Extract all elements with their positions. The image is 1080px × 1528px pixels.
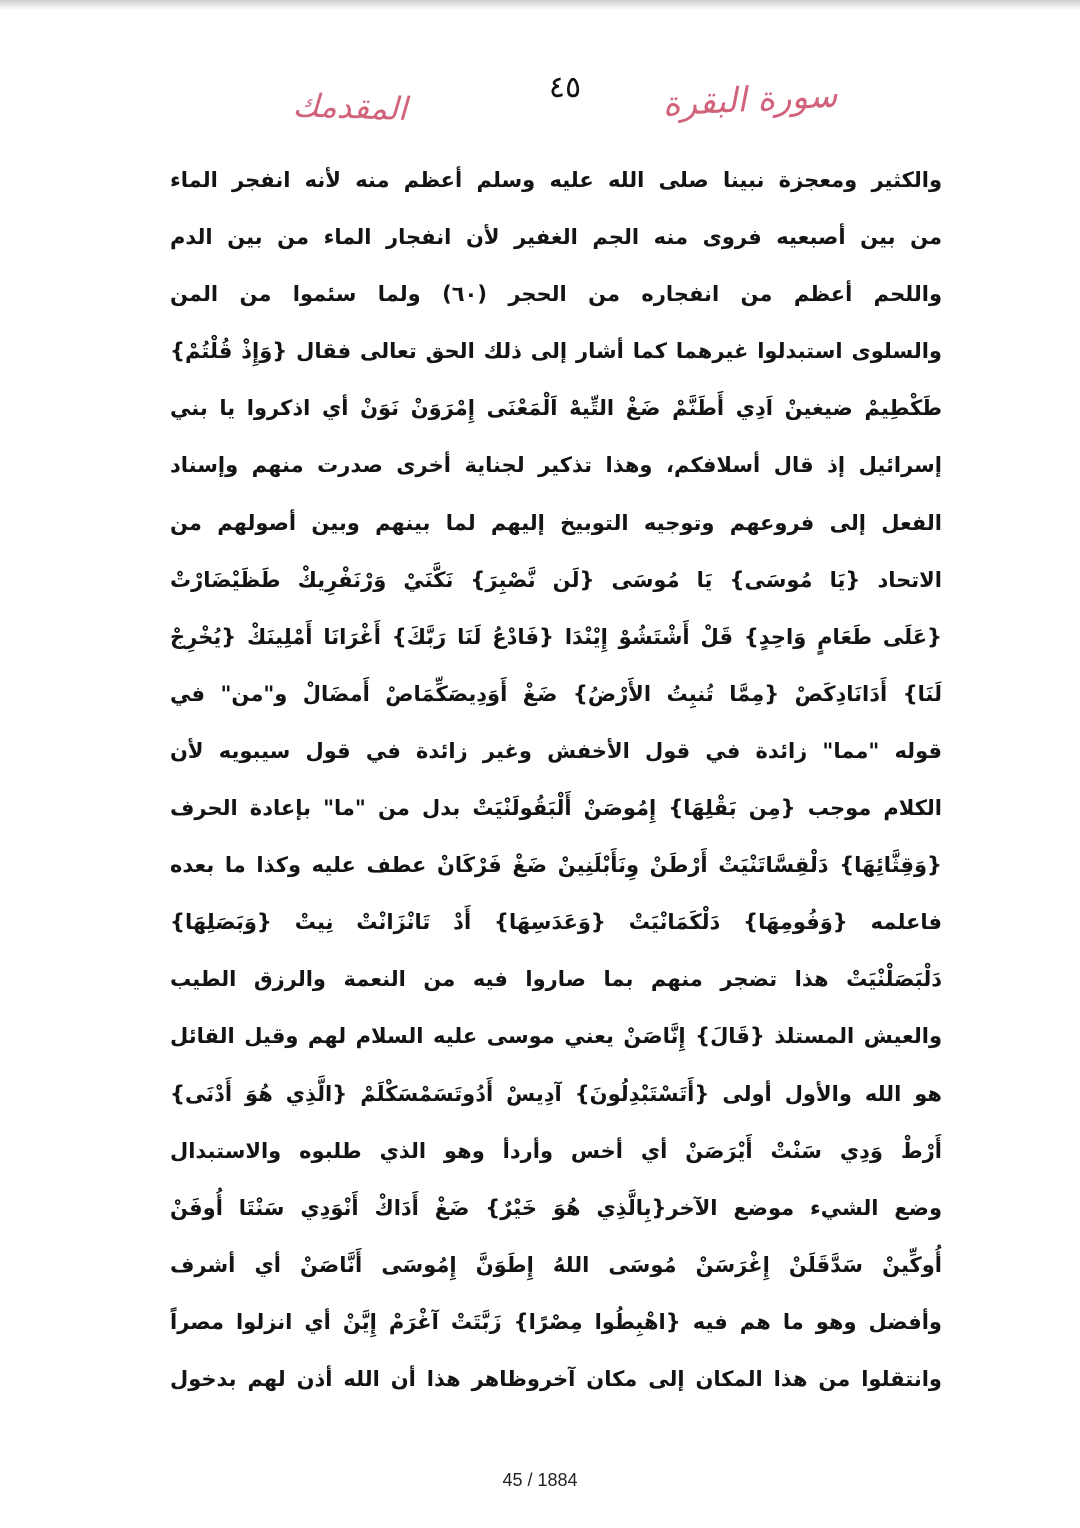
text-line: وانتقلوا من هذا المكان إلى مكان آخروظاهر هذا أن الله أذن لهم بدخول [170, 1366, 942, 1391]
page-number: ٤٥ [548, 70, 582, 105]
page-body-text [170, 152, 942, 1408]
text-line: لَنَا} أَدَانَادِكَصْ {مِمَّا تُنبِتُ الأَرْضُ} ضَغْ أَوَدِيصَكِّمَاصْ أَمضَالْ و"من" في [170, 681, 942, 706]
text-line: والكثير ومعجزة نبينا صلى الله عليه وسلم أعظم منه لأنه انفجر الماء [170, 168, 942, 192]
text-line: وضع الشيء موضع الآخر{بِالَّذِي هُوَ خَيْرٌ} ضَغْ أَدَاكْ أَنْوَدِي سَنْتَا أُوفَنْ [170, 1195, 942, 1220]
text-line: وأفضل وهو ما هم فيه {اهْبِطُوا مِصْرًا} زَبَّتَتْ آغْرَمْ إِيَّنْ أي انزلوا مصراً [170, 1309, 942, 1334]
text-line: {عَلَى طَعَامٍ وَاحِدٍ} قَلْ أَشْتَشُوْ إِيْنْدَا {فَادْعُ لَنَا رَبَّكَ} أَغْرَانَا أَمْلِينَكْ {يُخْرِجْ [170, 624, 942, 649]
text-line: الاتحاد {يَا مُوسَى} يَا مُوسَى {لَن نَّصْبِرَ} نَكَّنَيْ وَرْنَفْرِيكْ طَظَيْضَارْتْ [170, 567, 942, 592]
page-header [0, 70, 1080, 140]
text-line: هو الله والأول أولى {أَتَسْتَبْدِلُونَ} آدِيسْ أَدُوتَسَمْسَكْلَمْ {الَّذِي هُوَ أَدْنَى} [170, 1081, 942, 1106]
text-line: أَرْطْ وَدِي سَنْتْ أَيْرَصَنْ أي أخس وأردأ وهو الذي طلبوه والاستبدال [170, 1138, 942, 1163]
section-marker-handwritten: المقدمك [292, 86, 408, 128]
text-line: واللحم أعظم من انفجاره من الحجر (٦٠) ولما سئموا من المن [170, 282, 942, 307]
text-line: والعيش المستلذ {قَالَ} إِنَّاصَنْ يعني موسى عليه السلام لهم وقيل القائل [170, 1024, 942, 1049]
text-line: إسرائيل إذ قال أسلافكم، وهذا تذكير لجناية أخرى صدرت منهم وإسناد [170, 453, 942, 478]
text-line: الكلام موجب {مِن بَقْلِهَا} إِمُوصَنْ أَلْبَقُولَنْيَتْ بدل من "ما" بإعادة الحرف [170, 796, 942, 821]
scan-top-edge [0, 0, 1080, 10]
text-line: الفعل إلى فروعهم وتوجيه التوبيخ إليهم لما بينهم وبين أصولهم من [170, 510, 942, 535]
text-line: قوله "مما" زائدة في قول الأخفش وغير زائدة في قول سيبويه لأن [170, 738, 942, 763]
text-line: طَكْطِيمْ ضيغينْ اَدِي أَطَنَّمْ ضَغْ التِّيهْ اَلْمَعْنَى إِمْرَوَنْ نَوَنْ أي اذكروا يا بني [170, 396, 942, 421]
page-counter: 45 / 1884 [502, 1470, 578, 1490]
text-line: من بين أصبعيه فروى منه الجم الغفير لأن انفجار الماء من بين الدم [170, 225, 942, 250]
text-line: دَلْبَصَلْنْيَتْ هذا تضجر منهم بما صاروا فيه من النعمة والرزق الطيب [170, 967, 942, 992]
text-line: {وَقِثَّائِهَا} دَلْقِسَّاتَنْيَتْ أَرْطَنْ وِنَأَبْلَنِينْ ضَغْ فَرْكَانْ عطف عليه وكذا ما بعده [170, 853, 942, 878]
surah-name-handwritten: سورة البقرة [661, 75, 839, 125]
text-line: أُوكِّينْ سَدَّقَلَنْ إِغْرَسَنْ مُوسَى اللهُ إِطَوَنَّ إِمُوسَى أَنَّاصَنْ أي أشرف [170, 1252, 942, 1277]
text-line: والسلوى استبدلوا غيرهما كما أشار إلى ذلك الحق تعالى فقال {وَإِذْ قُلْتُمْ} [170, 339, 942, 364]
text-line: فاعلمه {وَفُومِهَا} دَلْكَمَانْيَتْ {وَعَدَسِهَا} أَدْ تَانْزَانْتْ نِيتْ {وَبَصَلِهَا} [170, 910, 942, 935]
